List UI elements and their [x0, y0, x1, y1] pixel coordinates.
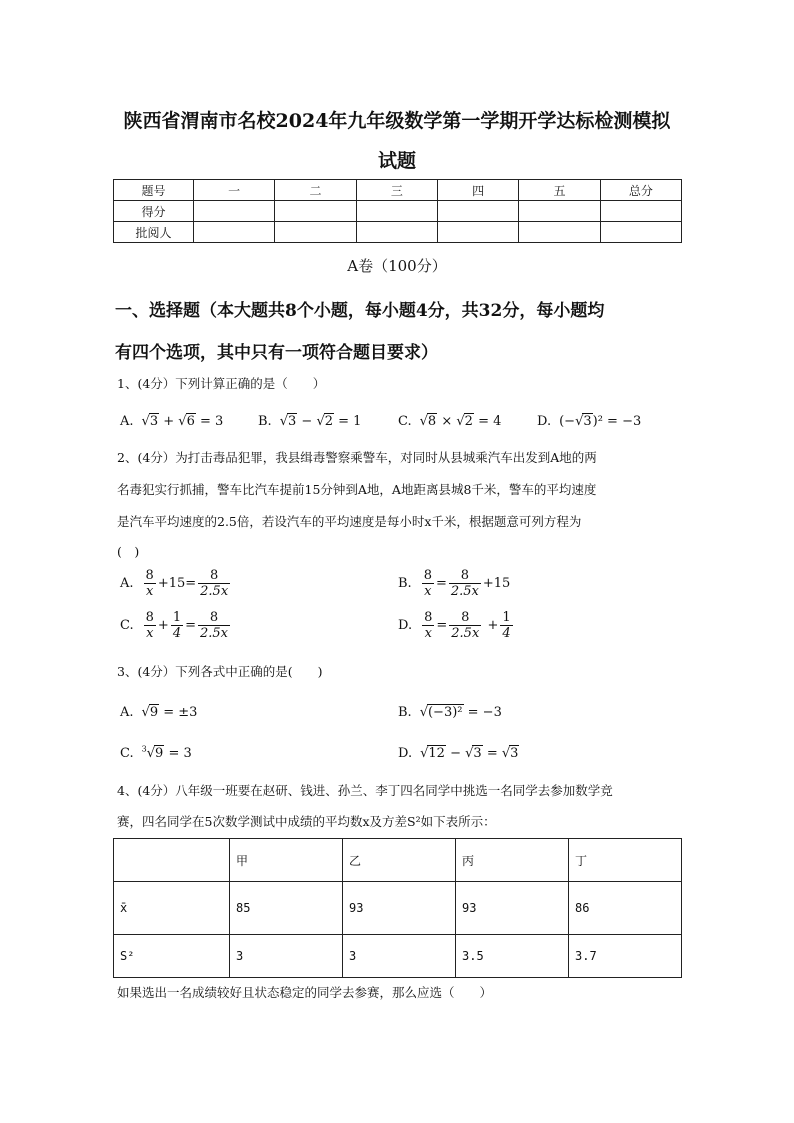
denominator: 2.5x	[451, 626, 480, 641]
fraction	[449, 568, 481, 599]
option-label: D.	[398, 618, 413, 633]
numerator: 8	[423, 568, 432, 583]
q1-option-a: A. √3 + √6 = 3	[120, 414, 224, 429]
operator: =	[486, 746, 498, 761]
score-cell	[275, 222, 356, 243]
table-row	[114, 882, 682, 935]
score-cell	[437, 201, 518, 222]
q4-stem-line: 赛，四名同学在5次数学测试中成绩的平均数x及方差S²如下表所示：	[117, 814, 496, 829]
score-header: 总分	[600, 180, 681, 201]
score-cell	[356, 201, 437, 222]
q4-tail: 如果选出一名成绩较好且状态稳定的同学去参赛，那么应选（ ）	[117, 985, 493, 1000]
score-table	[113, 179, 682, 243]
result: = 4	[478, 414, 502, 429]
denominator: 4	[502, 626, 511, 641]
page-title: 陕西省渭南市名校2024年九年级数学第一学期开学达标检测模拟	[123, 110, 671, 132]
denominator: x	[424, 626, 432, 641]
paren-open: (−	[559, 414, 576, 429]
result: = 3	[200, 414, 224, 429]
q2-option-c	[120, 610, 232, 641]
section-heading-cont: 有四个选项，其中只有一项符合题目要求）	[115, 343, 438, 363]
numerator: 1	[502, 610, 511, 625]
table-cell: 3.7	[569, 935, 682, 978]
numerator: 8	[449, 610, 481, 626]
table-header-row	[114, 839, 682, 882]
term: +15	[482, 576, 511, 591]
q2-stem-line: 是汽车平均速度的2.5倍，若设汽车的平均速度是每小时x千米，根据题意可列方程为	[117, 514, 582, 529]
score-cell	[519, 201, 600, 222]
numerator: 8	[449, 568, 481, 584]
q2-stem-line: 2、(4分）为打击毒品犯罪，我县缉毒警察乘警车，对同时从县城乘汽车出发到A地的两	[117, 450, 597, 465]
option-label: B.	[398, 576, 412, 591]
result: )² = −3	[592, 414, 642, 429]
option-label: A.	[120, 705, 134, 720]
page-title-cont: 试题	[377, 150, 416, 172]
numerator: 8	[424, 610, 433, 625]
option-label: A.	[120, 576, 134, 591]
table-header: 甲	[230, 839, 343, 882]
radicand: 2	[464, 414, 473, 429]
operator: +	[487, 618, 499, 633]
numerator: 1	[172, 610, 182, 625]
score-row	[114, 201, 682, 222]
fraction	[171, 610, 183, 641]
denominator: x	[424, 584, 432, 599]
q3-option-d: D. √12 − √3 = √3	[398, 746, 519, 761]
q2-answer-paren: ( )	[117, 544, 140, 559]
table-cell: 93	[343, 882, 456, 935]
table-cell: 3.5	[456, 935, 569, 978]
radicand: 3	[287, 414, 297, 429]
option-label: B.	[258, 414, 272, 429]
q2-stem-line: 名毒犯实行抓捕，警车比汽车提前15分钟到A地，A地距离县城8千米，警车的平均速度	[117, 482, 597, 497]
root-index: 3	[141, 745, 147, 754]
operator: ×	[441, 414, 453, 429]
score-header: 一	[194, 180, 275, 201]
fraction	[449, 610, 481, 641]
operator: =	[436, 618, 448, 633]
radicand: (−3)²	[427, 705, 463, 720]
radicand: 3	[583, 414, 592, 429]
q2-option-b	[398, 568, 510, 599]
score-row-label: 得分	[114, 201, 194, 222]
fraction	[198, 610, 230, 641]
operator: =	[185, 576, 197, 591]
radicand: 9	[155, 746, 164, 762]
operator: −	[301, 414, 313, 429]
table-header: 乙	[343, 839, 456, 882]
score-cell	[519, 222, 600, 243]
table-row	[114, 935, 682, 978]
q1-option-c: C. √8 × √2 = 4	[398, 414, 502, 429]
q3-option-c: C. $^3$√9 = 3	[120, 745, 192, 762]
score-header: 三	[356, 180, 437, 201]
q2-option-a	[120, 568, 232, 599]
score-cell	[437, 222, 518, 243]
score-row-label: 批阅人	[114, 222, 194, 243]
denominator: 4	[172, 626, 182, 641]
table-cell: 85	[230, 882, 343, 935]
radicand: 2	[324, 414, 334, 429]
q4-stats-table	[113, 838, 682, 978]
fraction	[144, 568, 156, 599]
score-cell	[194, 222, 275, 243]
option-label: C.	[120, 618, 134, 633]
result: = ±3	[163, 705, 198, 720]
q2-option-d	[398, 610, 515, 641]
fraction	[422, 568, 434, 599]
fraction	[422, 610, 434, 641]
option-label: D.	[537, 414, 552, 429]
table-cell: x̄	[114, 882, 230, 935]
q4-stem-line: 4、(4分）八年级一班要在赵研、钱进、孙兰、李丁四名同学中挑选一名同学去参加数学竞	[117, 783, 613, 798]
q1-stem: 1、(4分）下列计算正确的是（ ）	[117, 376, 326, 391]
fraction	[500, 610, 512, 641]
volume-heading: A卷（100分）	[347, 257, 447, 275]
result: = −3	[467, 705, 502, 720]
numerator: 8	[145, 610, 154, 625]
table-cell: 86	[569, 882, 682, 935]
table-header: 丁	[569, 839, 682, 882]
option-label: C.	[120, 746, 134, 762]
denominator: 2.5x	[450, 584, 479, 599]
operator: +	[163, 414, 175, 429]
score-cell	[356, 222, 437, 243]
q1-option-d: D. (−√3)² = −3	[537, 414, 642, 429]
q3-stem: 3、(4分）下列各式中正确的是( )	[117, 664, 323, 679]
option-label: A.	[120, 414, 134, 429]
operator: =	[185, 618, 196, 633]
operator: +	[157, 618, 169, 633]
radicand: 8	[427, 414, 437, 429]
radicand: 3	[510, 746, 519, 761]
denominator: 2.5x	[200, 626, 229, 641]
score-header-row	[114, 180, 682, 201]
q1-option-b: B. √3 − √2 = 1	[258, 414, 362, 429]
operator: =	[435, 576, 447, 591]
score-header: 二	[275, 180, 356, 201]
score-cell	[600, 222, 681, 243]
q3-option-a: A. √9 = ±3	[120, 705, 198, 720]
score-cell	[275, 201, 356, 222]
term: +15	[157, 576, 186, 591]
result: = 3	[168, 746, 192, 762]
score-header: 四	[437, 180, 518, 201]
numerator: 8	[145, 568, 154, 583]
option-label: D.	[398, 746, 413, 761]
radicand: 3	[473, 746, 482, 761]
denominator: 2.5x	[200, 584, 229, 599]
result: = 1	[338, 414, 362, 429]
numerator: 8	[198, 610, 230, 626]
fraction	[144, 610, 156, 641]
table-header: 丙	[456, 839, 569, 882]
table-cell: 93	[456, 882, 569, 935]
q3-option-b: B. √(−3)² = −3	[398, 705, 502, 720]
option-label: C.	[398, 414, 412, 429]
numerator: 8	[198, 568, 230, 584]
section-heading: 一、选择题（本大题共8个小题，每小题4分，共32分，每小题均	[115, 301, 605, 321]
score-header: 题号	[114, 180, 194, 201]
table-cell: 3	[230, 935, 343, 978]
radicand: 6	[186, 414, 195, 429]
score-row	[114, 222, 682, 243]
score-cell	[194, 201, 275, 222]
table-header	[114, 839, 230, 882]
table-cell: 3	[343, 935, 456, 978]
radicand: 9	[149, 705, 159, 720]
table-cell: S²	[114, 935, 230, 978]
operator: −	[450, 746, 461, 761]
option-label: B.	[398, 705, 412, 720]
denominator: x	[146, 584, 154, 599]
score-cell	[600, 201, 681, 222]
radicand: 3	[149, 414, 159, 429]
score-header: 五	[519, 180, 600, 201]
radicand: 12	[428, 746, 445, 761]
denominator: x	[146, 626, 154, 641]
fraction	[198, 568, 230, 599]
